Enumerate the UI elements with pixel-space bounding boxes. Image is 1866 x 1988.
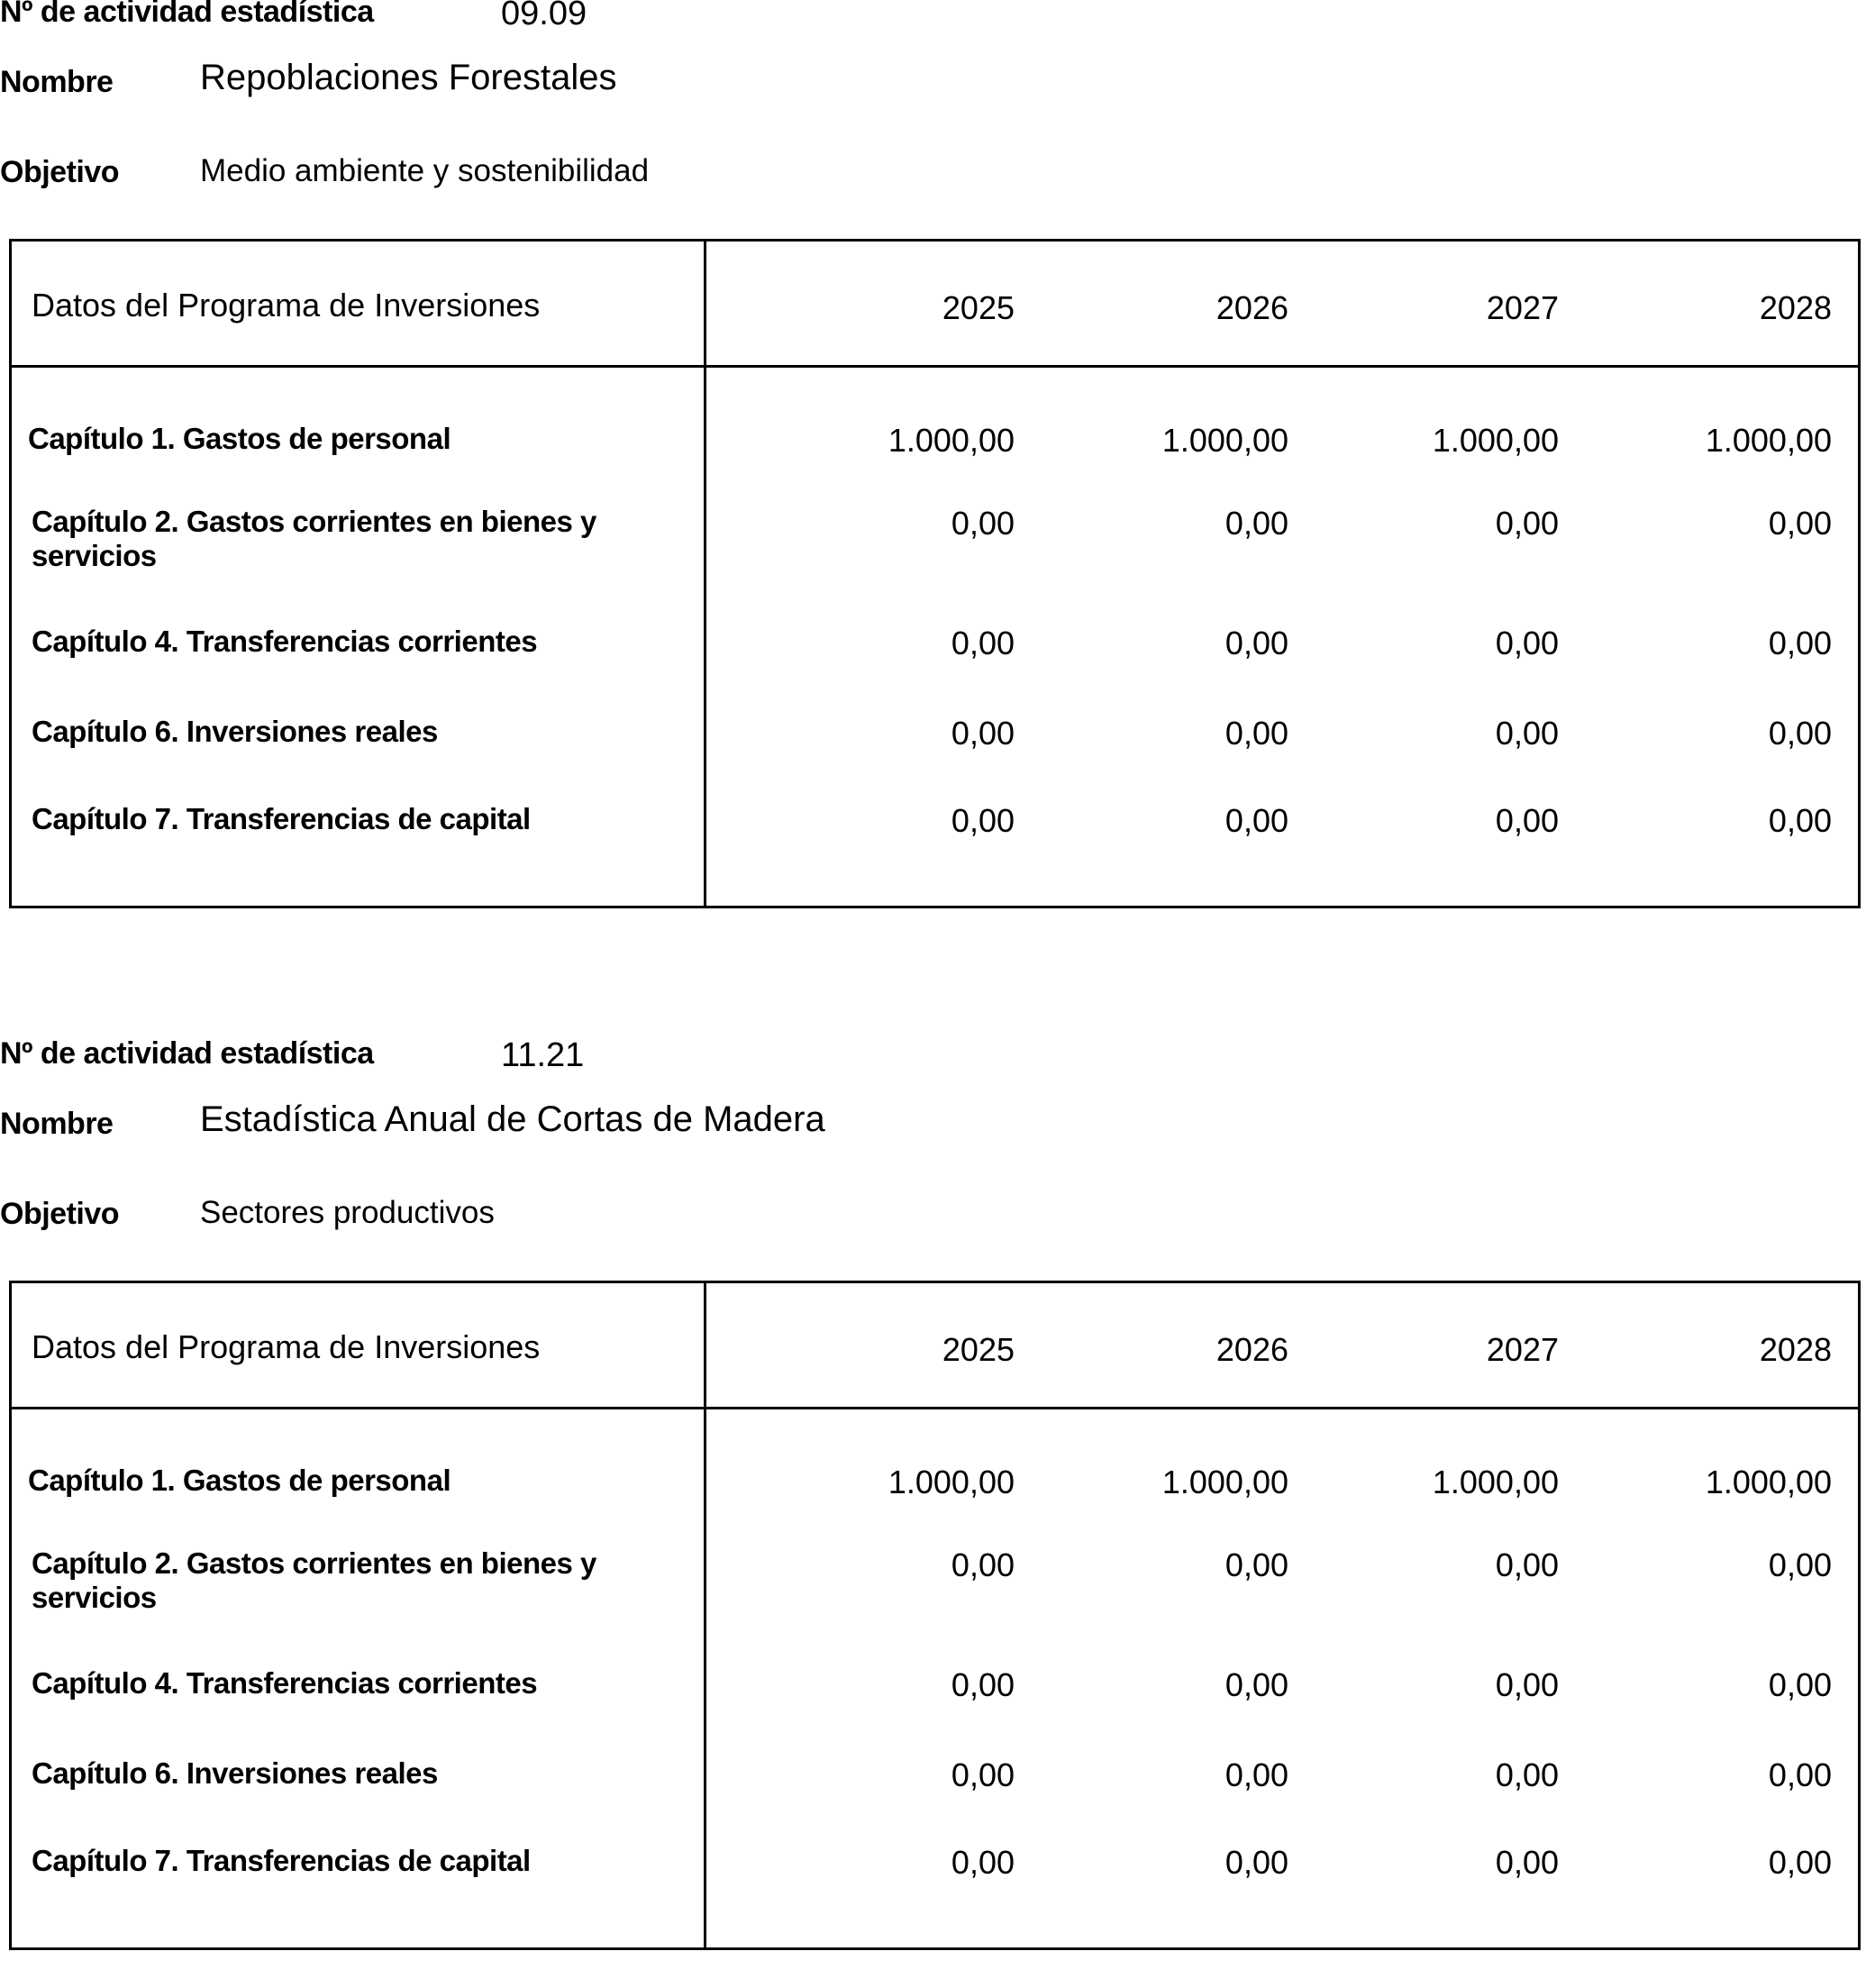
- column-divider: [704, 242, 706, 906]
- chapter-label: Capítulo 1. Gastos de personal: [28, 1464, 451, 1497]
- table-cell: 0,00: [1768, 625, 1832, 661]
- table-cell: 0,00: [1768, 1546, 1832, 1583]
- objective-value: Sectores productivos: [200, 1195, 495, 1230]
- table-cell: 1.000,00: [887, 422, 1015, 459]
- activity-number-label: Nº de actividad estadística: [0, 0, 374, 29]
- year-header: 2027: [1486, 1331, 1559, 1368]
- chapter-label: Capítulo 4. Transferencias corrientes: [32, 1666, 538, 1700]
- chapter-label: Capítulo 4. Transferencias corrientes: [32, 625, 538, 658]
- table-cell: 1.000,00: [1705, 422, 1832, 459]
- table-cell: 0,00: [1224, 1666, 1288, 1703]
- table-cell: 1.000,00: [1432, 422, 1559, 459]
- year-header: 2025: [942, 1331, 1015, 1368]
- name-label: Nombre: [0, 65, 114, 99]
- objective-label: Objetivo: [0, 1197, 120, 1231]
- investment-table: [9, 239, 1861, 908]
- table-cell: 0,00: [1768, 802, 1832, 839]
- year-header: 2026: [1215, 289, 1288, 326]
- year-header: 2026: [1215, 1331, 1288, 1368]
- table-cell: 0,00: [1768, 1844, 1832, 1881]
- table-cell: 0,00: [1495, 505, 1559, 542]
- activity-number-value: 09.09: [501, 0, 587, 32]
- table-cell: 1.000,00: [887, 1464, 1015, 1500]
- table-cell: 0,00: [1495, 1756, 1559, 1793]
- objective-value: Medio ambiente y sostenibilidad: [200, 153, 650, 188]
- objective-label: Objetivo: [0, 155, 120, 189]
- table-cell: 1.000,00: [1432, 1464, 1559, 1500]
- activity-section: [0, 1036, 1866, 1988]
- table-cell: 0,00: [1224, 715, 1288, 752]
- activity-section: [0, 0, 1866, 946]
- activity-number-label: Nº de actividad estadística: [0, 1036, 374, 1071]
- table-cell: 1.000,00: [1161, 1464, 1288, 1500]
- table-cell: 0,00: [951, 1756, 1015, 1793]
- table-cell: 0,00: [1768, 1666, 1832, 1703]
- header-divider: [12, 365, 1858, 368]
- table-cell: 0,00: [1495, 1844, 1559, 1881]
- table-cell: 0,00: [1768, 1756, 1832, 1793]
- table-cell: 0,00: [951, 1546, 1015, 1583]
- table-cell: 0,00: [951, 1666, 1015, 1703]
- year-header: 2027: [1486, 289, 1559, 326]
- chapter-label: Capítulo 6. Inversiones reales: [32, 1756, 438, 1790]
- chapter-label: Capítulo 6. Inversiones reales: [32, 715, 438, 748]
- header-divider: [12, 1407, 1858, 1409]
- table-cell: 0,00: [951, 625, 1015, 661]
- table-cell: 1.000,00: [1705, 1464, 1832, 1500]
- table-cell: 0,00: [1224, 625, 1288, 661]
- table-cell: 0,00: [1768, 505, 1832, 542]
- table-cell: 1.000,00: [1161, 422, 1288, 459]
- chapter-label: Capítulo 2. Gastos corrientes en bienes y servicios: [32, 1546, 596, 1614]
- name-value: Repoblaciones Forestales: [200, 58, 617, 97]
- table-cell: 0,00: [1224, 1756, 1288, 1793]
- year-header: 2028: [1759, 1331, 1832, 1368]
- name-label: Nombre: [0, 1107, 114, 1141]
- table-cell: 0,00: [1495, 625, 1559, 661]
- table-cell: 0,00: [1495, 715, 1559, 752]
- chapter-label: Capítulo 1. Gastos de personal: [28, 422, 451, 455]
- table-cell: 0,00: [1224, 505, 1288, 542]
- table-cell: 0,00: [951, 505, 1015, 542]
- year-header: 2028: [1759, 289, 1832, 326]
- activity-number-value: 11.21: [501, 1036, 585, 1074]
- table-cell: 0,00: [1495, 1546, 1559, 1583]
- year-header: 2025: [942, 289, 1015, 326]
- chapter-label: Capítulo 7. Transferencias de capital: [32, 802, 531, 835]
- chapter-label: Capítulo 2. Gastos corrientes en bienes y servicios: [32, 505, 596, 572]
- table-header-title: Datos del Programa de Inversiones: [32, 287, 541, 324]
- table-header-title: Datos del Programa de Inversiones: [32, 1328, 541, 1365]
- table-cell: 0,00: [1224, 1546, 1288, 1583]
- chapter-label: Capítulo 7. Transferencias de capital: [32, 1844, 531, 1877]
- investment-table: [9, 1281, 1861, 1950]
- table-cell: 0,00: [951, 802, 1015, 839]
- table-cell: 0,00: [1224, 802, 1288, 839]
- table-cell: 0,00: [1768, 715, 1832, 752]
- name-value: Estadística Anual de Cortas de Madera: [200, 1099, 825, 1139]
- table-cell: 0,00: [1495, 1666, 1559, 1703]
- column-divider: [704, 1283, 706, 1947]
- table-cell: 0,00: [951, 1844, 1015, 1881]
- table-cell: 0,00: [1495, 802, 1559, 839]
- table-cell: 0,00: [951, 715, 1015, 752]
- table-cell: 0,00: [1224, 1844, 1288, 1881]
